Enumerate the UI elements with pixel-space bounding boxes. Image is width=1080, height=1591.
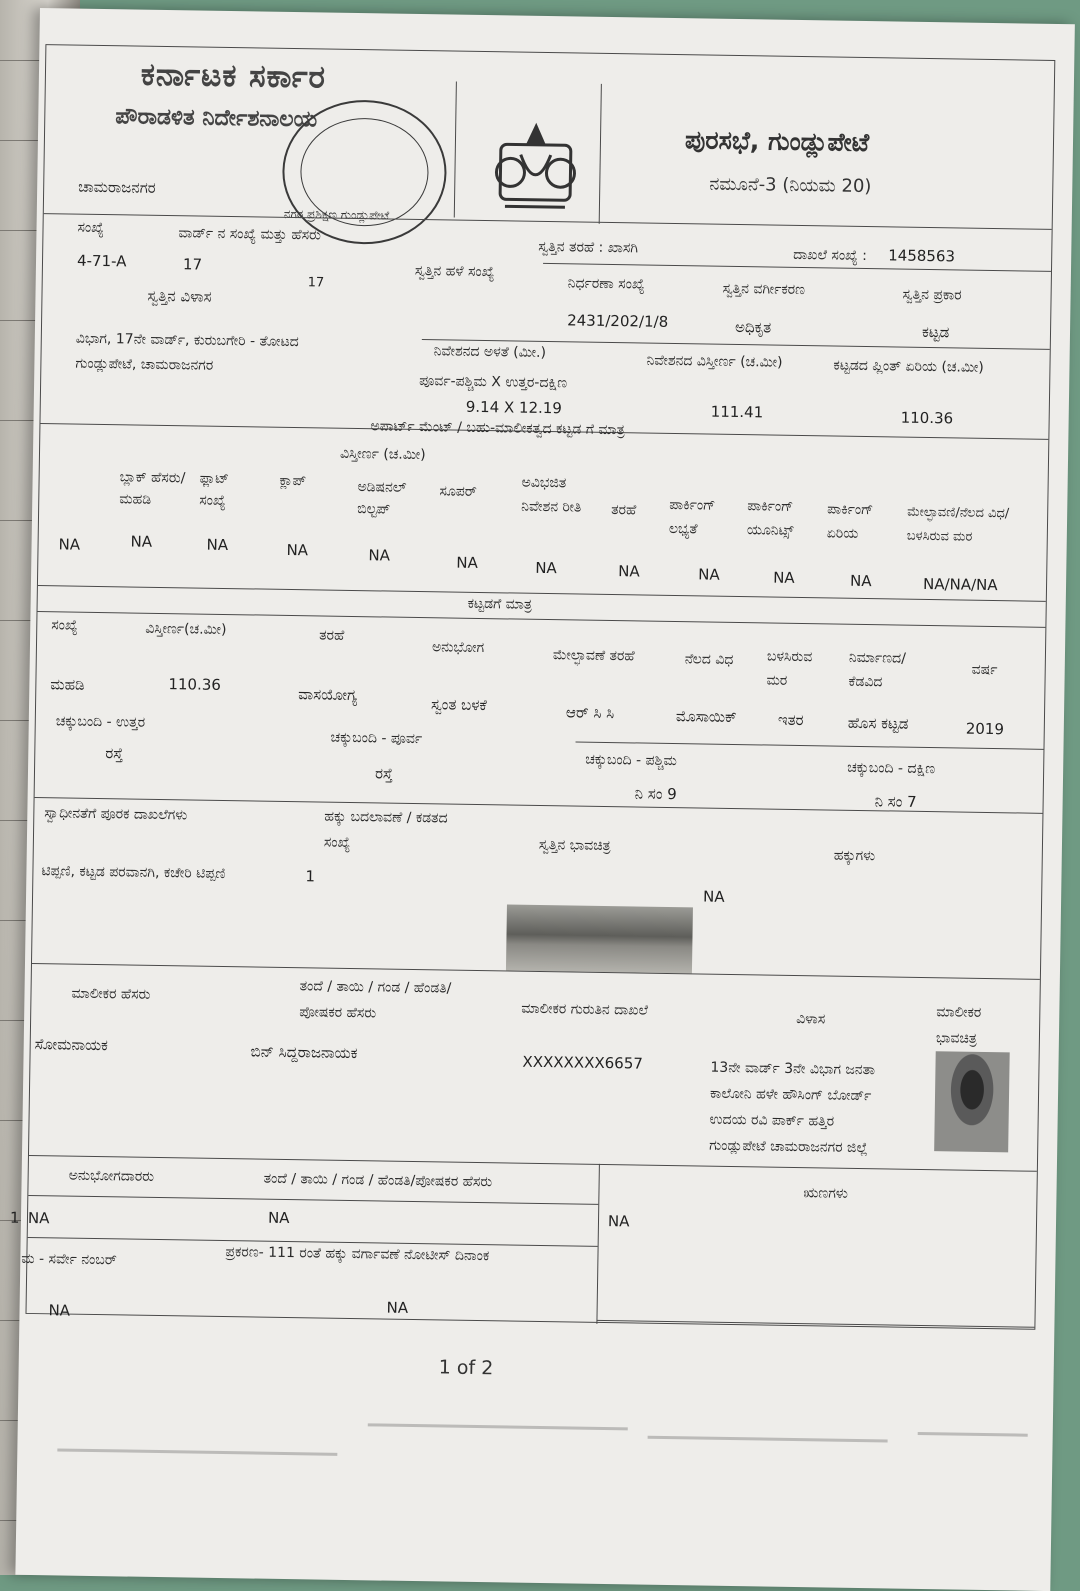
apt-val-3: NA xyxy=(206,535,229,555)
apt-col-carpet: ಕ್ಲಾಪ್ xyxy=(279,472,307,490)
owner-relation: ಬಿನ್ ಸಿದ್ದರಾಜನಾಯಕ xyxy=(250,1042,358,1063)
bld-col-usage: ಅನುಭೋಗ xyxy=(431,639,485,657)
apt-col-additional: ಅಡಿಷನಲ್ ಬಿಲ್ಟಪ್ xyxy=(357,479,407,518)
apartment-section-title: ಅಪಾರ್ಟ್ ಮೆಂಟ್ / ಬಹು-ಮಾಲೀಕತ್ವದ ಕಟ್ಟಡ ಗೆ ಮಾತ್ರ xyxy=(370,418,625,439)
official-round-seal xyxy=(281,99,447,246)
apt-col-flat: ಫ್ಲಾಟ್ ಸಂಖ್ಯೆ xyxy=(199,470,230,509)
apt-val-8: NA xyxy=(618,562,640,581)
plinth-label: ಕಟ್ಟಡದ ಪ್ಲಿಂತ್ ಏರಿಯ (ಚ.ಮೀ) xyxy=(833,357,984,376)
building-section-title: ಕಟ್ಟಡಗೆ ಮಾತ್ರ xyxy=(467,595,533,613)
site-area-value: 111.41 xyxy=(710,402,764,422)
occupant-label: ಅನುಭೋಗದಾರರು xyxy=(68,1167,155,1185)
survey-value: NA xyxy=(48,1301,71,1320)
assessment-label: ನಿರ್ಧರಣಾ ಸಂಖ್ಯೆ xyxy=(567,275,645,293)
apt-col-type: ತರಹೆ xyxy=(611,502,637,519)
bld-val-wood: ಇತರ xyxy=(777,710,804,730)
apt-col-undivided: ಅವಿಭಜಿತ ನಿವೇಶನ ರೀತಿ xyxy=(521,474,582,516)
owner-id-label: ಮಾಲೀಕರ ಗುರುತಿನ ದಾಖಲೆ xyxy=(521,1000,649,1019)
bld-col-number: ಸಂಖ್ಯೆ xyxy=(51,617,78,634)
owner-address-line-1: 13ನೇ ವಾರ್ಡ್ 3ನೇ ವಿಭಾಗ ಜನತಾ xyxy=(710,1059,876,1079)
ward-no-2: 17 xyxy=(307,275,325,291)
owner-name: ಸೋಮನಾಯಕ xyxy=(34,1035,109,1055)
form-number: ನಮೂನೆ-3 (ನಿಯಮ 20) xyxy=(709,173,872,198)
property-photo-label: ಸ್ವತ್ತಿನ ಭಾವಚಿತ್ರ xyxy=(538,836,611,855)
occupant-relation-label: ತಂದೆ / ತಾಯಿ / ಗಂಡ / ಹೆಂಡತಿ/ಪೋಷಕರ ಹೆಸರು xyxy=(263,1170,493,1191)
apt-val-12: NA/NA/NA xyxy=(922,574,998,595)
state-emblem-icon xyxy=(480,114,592,226)
property-photo xyxy=(506,904,693,973)
pid-value: 4-71-A xyxy=(76,251,127,271)
ward-label: ವಾರ್ಡ್ ನ ಸಂಖ್ಯೆ ಮತ್ತು ಹೆಸರು xyxy=(178,225,322,244)
owner-relation-label: ತಂದೆ / ತಾಯಿ / ಗಂಡ / ಹೆಂಡತಿ/ಪೋಷಕರ ಹೆಸರು xyxy=(299,978,452,1022)
district-label: ಚಾಮರಾಜನಗರ xyxy=(78,177,156,197)
old-number-label: ಸ್ವತ್ತಿನ ಹಳೆ ಸಂಖ್ಯೆ xyxy=(414,262,495,281)
bld-val-roof: ಆರ್ ಸಿ ಸಿ xyxy=(565,703,615,723)
bld-col-construction: ನಿರ್ಮಾಣದ/ ಕೆಡವಿದ xyxy=(848,649,906,691)
rights-value: NA xyxy=(702,887,725,906)
apt-val-9: NA xyxy=(698,565,720,584)
site-area-label: ನಿವೇಶನದ ವಿಸ್ತೀರ್ಣ (ಚ.ಮೀ) xyxy=(646,352,783,371)
page-number: 1 of 2 xyxy=(438,1356,494,1380)
south-boundary-label: ಚಕ್ಕುಬಂದಿ - ದಕ್ಷಿಣ xyxy=(847,759,936,778)
apt-val-4: NA xyxy=(286,540,309,560)
department-title: ಕರ್ನಾಟಕ ಸರ್ಕಾರ xyxy=(140,56,327,96)
municipality-title: ಪುರಸಭೆ, ಗುಂಡ್ಲುಪೇಟೆ xyxy=(684,125,870,158)
bld-val-floor-type: ಮೊಸಾಯಿಕ್ xyxy=(675,707,737,727)
apt-col-super: ಸೂಪರ್ xyxy=(439,483,477,500)
bld-col-wood: ಬಳಸಿರುವ ಮರ xyxy=(766,648,813,689)
supporting-docs-value: ಟಿಪ್ಪಣಿ, ಕಟ್ಟಡ ಪರವಾನಗಿ, ಕಚೇರಿ ಟಿಪ್ಪಣಿ xyxy=(41,863,226,883)
bld-val-year: 2019 xyxy=(965,719,1005,739)
directorate-title: ಪೌರಾಡಳಿತ ನಿರ್ದೇಶನಾಲಯ xyxy=(115,104,318,133)
apt-col-parking-units: ಪಾರ್ಕಿಂಗ್ ಯೂನಿಟ್ಸ್ xyxy=(746,498,794,539)
south-boundary: ನಿ ಸಂ 7 xyxy=(874,792,917,811)
classification-value: ಅಧಿಕೃತ xyxy=(734,317,772,337)
west-boundary: ನಿ ಸಂ 9 xyxy=(634,784,677,804)
loans-value: NA xyxy=(607,1212,630,1231)
occupant-relation-value: NA xyxy=(267,1208,290,1228)
supporting-docs-label: ಸ್ವಾಧೀನತೆಗೆ ಪೂರಕ ದಾಖಲೆಗಳು xyxy=(44,805,188,824)
owner-photo-label: ಮಾಲೀಕರ ಭಾವಚಿತ್ರ xyxy=(935,1004,982,1047)
apt-val-7: NA xyxy=(535,558,557,578)
address-line-1: ವಿಭಾಗ, 17ನೇ ವಾರ್ಡ್, ಕುರುಬಗೇರಿ - ತೋಟದ xyxy=(75,330,299,351)
assessment-value: 2431/202/1/8 xyxy=(567,311,669,331)
apt-val-5: NA xyxy=(368,546,391,565)
owner-address-line-2: ಕಾಲೋನಿ ಹಳೇ ಹೌಸಿಂಗ್ ಬೋರ್ಡ್ xyxy=(709,1085,872,1105)
occupant-serial: 1 xyxy=(9,1208,20,1227)
rights-label: ಹಕ್ಕುಗಳು xyxy=(833,847,876,865)
form-10-table xyxy=(9,44,1055,1330)
north-boundary-label: ಚಕ್ಕುಬಂದಿ - ಉತ್ತರ xyxy=(55,713,146,731)
classification-label: ಸ್ವತ್ತಿನ ವರ್ಗೀಕರಣ xyxy=(722,280,806,299)
north-boundary: ರಸ್ತೆ xyxy=(105,744,124,763)
owner-address-label: ವಿಳಾಸ xyxy=(796,1011,826,1028)
dimension-sub: ಪೂರ್ವ-ಪಶ್ಚಿಮ X ಉತ್ತರ-ದಕ್ಷಿಣ xyxy=(419,373,568,392)
bld-val-floor: ಮಹಡಿ xyxy=(50,675,85,694)
bld-val-construction: ಹೊಸ ಕಟ್ಟಡ xyxy=(847,713,909,733)
supporting-docs-count: 1 xyxy=(305,867,316,886)
plinth-value: 110.36 xyxy=(900,408,954,428)
address-label: ಸ್ವತ್ತಿನ ವಿಳಾಸ xyxy=(147,286,212,306)
apt-val-2: NA xyxy=(130,532,153,551)
seal-text: ನಗರ ಪ್ರಶಿಕ್ಷಣ ಗುಂಡ್ಲುಪೇಟೆ xyxy=(283,206,390,223)
bld-val-type: ವಾಸಯೋಗ್ಯ xyxy=(298,685,358,705)
east-boundary-label: ಚಕ್ಕುಬಂದಿ - ಪೂರ್ವ xyxy=(330,729,423,748)
bld-col-year: ವರ್ಷ xyxy=(971,661,998,679)
ward-no: 17 xyxy=(182,255,203,274)
apt-val-10: NA xyxy=(773,568,795,587)
apt-val-6: NA xyxy=(456,553,478,572)
bld-col-roof: ಮೇಲ್ಛಾವಣೆ ತರಹೆ xyxy=(552,647,635,665)
apartment-area-title: ವಿಸ್ತೀರ್ಣ (ಚ.ಮೀ) xyxy=(339,445,426,464)
kind-label: ಸ್ವತ್ತಿನ ಪ್ರಕಾರ xyxy=(902,286,962,304)
address-line-2: ಗುಂಡ್ಲುಪೇಟೆ, ಚಾಮರಾಜನಗರ xyxy=(75,355,214,374)
owner-name-label: ಮಾಲೀಕರ ಹೆಸರು xyxy=(71,985,151,1003)
apt-col-parking-area: ಪಾರ್ಕಿಂಗ್ ಏರಿಯ xyxy=(826,501,874,542)
bld-col-area: ವಿಸ್ತೀರ್ಣ(ಚ.ಮೀ) xyxy=(145,620,227,639)
apt-col-parking-avail: ಪಾರ್ಕಿಂಗ್ ಲಭ್ಯತೆ xyxy=(668,496,716,538)
notice-label: ಪ್ರಕರಣ- 111 ರಂತೆ ಹಕ್ಕು ವರ್ಗಾವಣೆ ನೋಟೀಸ್ ದಿನಾಂಕ xyxy=(225,1244,490,1265)
owner-address-line-4: ಗುಂಡ್ಲುಪೇಟೆ ಚಾಮರಾಜನಗರ ಜಿಲ್ಲೆ xyxy=(709,1137,868,1157)
apt-val-1: NA xyxy=(58,535,81,554)
bld-col-type: ತರಹೆ xyxy=(319,627,345,644)
bld-val-area: 110.36 xyxy=(168,675,222,694)
dimension-value: 9.14 X 12.19 xyxy=(465,397,563,418)
property-record-sheet xyxy=(9,8,1074,1591)
west-boundary-label: ಚಕ್ಕುಬಂದಿ - ಪಶ್ಚಿಮ xyxy=(585,751,678,770)
apt-col-block: ಬ್ಲಾಕ್ ಹೆಸರು/ ಮಹಡಿ xyxy=(119,469,186,508)
occupant-value: NA xyxy=(27,1208,50,1228)
bld-col-floor: ನೆಲದ ವಿಧ xyxy=(684,651,734,668)
loans-label: ಋಣಗಳು xyxy=(803,1185,849,1202)
apt-col-roof: ಮೇಲ್ಛಾವಣಿ/ನೆಲದ ವಿಧ/ಬಳಸಿರುವ ಮರ xyxy=(906,504,1010,545)
east-boundary: ರಸ್ತೆ xyxy=(374,764,393,783)
property-type: ಸ್ವತ್ತಿನ ತರಹೆ : ಖಾಸಗಿ xyxy=(538,238,639,257)
survey-label: ಮ - ಸರ್ವೇ ನಂಬರ್ xyxy=(21,1250,117,1269)
kind-value: ಕಟ್ಟಡ xyxy=(921,322,950,342)
receipt-label: ದಾಖಲೆ ಸಂಖ್ಯೆ : xyxy=(793,246,868,265)
right-transfer-label: ಹಕ್ಕು ಬದಲಾವಣೆ / ಕಡತದ ಸಂಖ್ಯೆ xyxy=(323,808,448,851)
receipt-value: 1458563 xyxy=(888,246,956,266)
owner-id: XXXXXXXX6657 xyxy=(522,1052,644,1073)
owner-address-line-3: ಉದಯ ರವಿ ಪಾರ್ಕ್ ಹತ್ತಿರ xyxy=(709,1111,835,1130)
owner-photo xyxy=(934,1051,1010,1152)
notice-value: NA xyxy=(386,1298,409,1317)
apt-val-11: NA xyxy=(849,571,872,591)
bld-val-usage: ಸ್ವಂತ ಬಳಕೆ xyxy=(430,695,487,715)
dimension-label: ನಿವೇಶನದ ಅಳತೆ (ಮೀ.) xyxy=(433,343,547,361)
pid-label: ಸಂಖ್ಯೆ xyxy=(77,219,105,237)
